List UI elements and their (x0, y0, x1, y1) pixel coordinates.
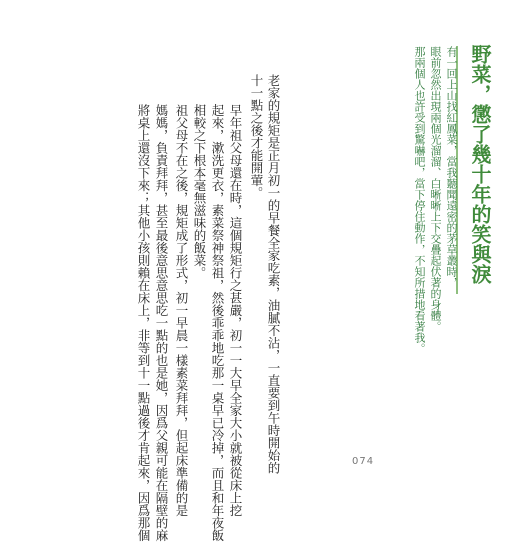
intro-line: 有一回上山找紅鳳菜，當我聽聞遠密的茅草叢時， (445, 46, 458, 288)
intro-line: 眼前忽然出現兩個光溜溜、白晰晰上下交疊起伏著的身體。 (429, 46, 442, 332)
body-line: 祖父母不在之後，規矩成了形式，初一早晨一樣素菜拜拜，但起床準備的是 (174, 104, 189, 517)
body-line: 十一點之後才能開葷。 (249, 74, 264, 199)
body-line: 起來，漱洗更衣，素菜祭神祭祖，然後乖乖地吃那一桌早已冷掉，而且和年夜飯 (210, 104, 225, 542)
intro-line: 那兩個人也許受到驚嚇吧，當下停住動作，不知所措地看著我。 (413, 46, 426, 354)
body-line: 媽媽，負責拜拜，甚至最後意思意思吃一點的也是她，因爲父親可能在隔壁的麻 (154, 104, 169, 542)
chapter-title: 野菜，懲了幾十年的笑與淚 (468, 44, 492, 284)
body-line: 早年祖父母還在時，這個規矩行之甚嚴，初一一大早全家大小就被從床上挖 (228, 104, 243, 517)
body-line: 相較之下根本毫無滋味的飯菜。 (192, 104, 207, 279)
body-line: 將桌上還沒下來；其他小孩則賴在床上，非等到十一點過後才肯起來，因爲那個 (136, 104, 151, 542)
body-line: 老家的規矩是正月初一的早餐全家吃素，油膩不沾，一直要到午時開始的 (266, 74, 281, 474)
page-number: 074 (352, 456, 375, 467)
